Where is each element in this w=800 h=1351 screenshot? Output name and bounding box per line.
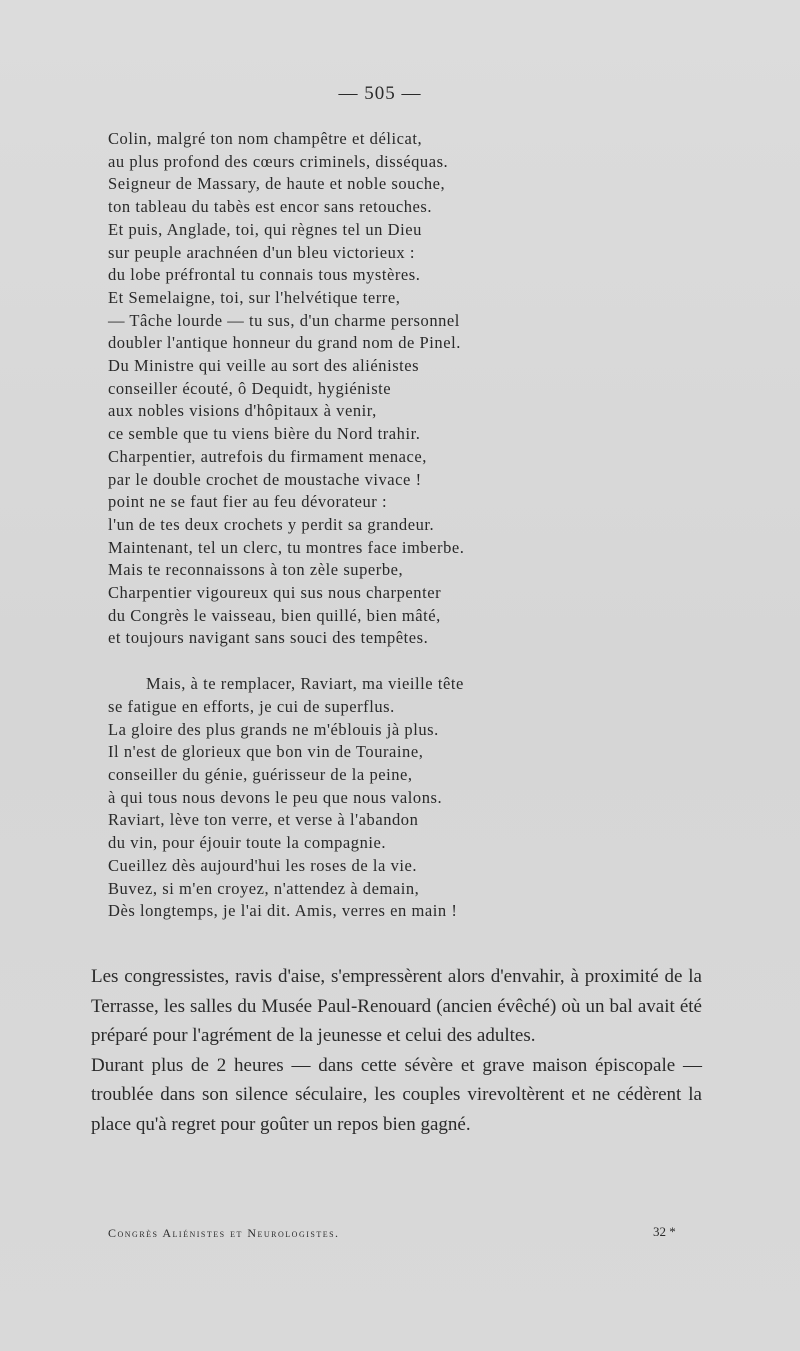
poem-line: Dès longtemps, je l'ai dit. Amis, verres en main ! xyxy=(108,901,458,921)
poem-line: Raviart, lève ton verre, et verse à l'abandon xyxy=(108,810,419,830)
poem-line: Du Ministre qui veille au sort des aliénistes xyxy=(108,356,420,376)
poem-line: Colin, malgré ton nom champêtre et délicat, xyxy=(108,129,423,148)
poem-line: du vin, pour éjouir toute la compagnie. xyxy=(108,833,387,853)
poem-stanza-1 xyxy=(108,128,628,650)
poem-line: Mais, à te remplacer, Raviart, ma vieille tête xyxy=(146,674,464,694)
prose-body xyxy=(91,962,702,1140)
poem-line: Maintenant, tel un clerc, tu montres face imberbe. xyxy=(108,537,465,557)
footer-sheet-mark: 32 * xyxy=(653,1224,676,1239)
page-number: — 505 — xyxy=(338,83,422,104)
poem-line: conseiller écouté, ô Dequidt, hygiéniste xyxy=(108,378,392,398)
poem-line: Il n'est de glorieux que bon vin de Touraine, xyxy=(108,742,424,762)
poem-line: Buvez, si m'en croyez, n'attendez à demain, xyxy=(108,878,420,898)
poem-line: sur peuple arachnéen d'un bleu victorieux : xyxy=(108,242,416,262)
poem-line: par le double crochet de moustache vivace ! xyxy=(108,469,422,489)
poem-line: Et Semelaigne, toi, sur l'helvétique terre, xyxy=(108,287,401,307)
poem-line: La gloire des plus grands ne m'éblouis jà plus. xyxy=(108,719,439,739)
poem-line: — Tâche lourde — tu sus, d'un charme personnel xyxy=(108,310,460,330)
poem-line: Seigneur de Massary, de haute et noble souche, xyxy=(108,174,446,194)
poem-line: Charpentier vigoureux qui sus nous charpenter xyxy=(108,583,442,603)
poem-line: du lobe préfrontal tu connais tous mystères. xyxy=(108,265,421,285)
poem-line: conseiller du génie, guérisseur de la peine, xyxy=(108,764,413,784)
poem-line: point ne se faut fier au feu dévorateur : xyxy=(108,492,388,512)
stanza-divider xyxy=(108,650,628,673)
poem-line: ton tableau du tabès est encor sans retouches. xyxy=(108,197,433,217)
paragraph: Les congressistes, ravis d'aise, s'empressèrent alors d'envahir, à proximité de la Terrasse, les salles du Musée Paul-Renouard (ancien évêché) où un bal avait été préparé pour l'agrément de la jeunesse et celui des adultes. xyxy=(91,966,702,1047)
poem-line: doubler l'antique honneur du grand nom de Pinel. xyxy=(108,333,461,353)
poem-line: Mais te reconnaissons à ton zèle superbe, xyxy=(108,560,404,580)
poem-line: à qui tous nous devons le peu que nous valons. xyxy=(108,787,443,807)
paragraph: Durant plus de 2 heures — dans cette sévère et grave maison épiscopale — troublée dans son silence séculaire, les couples virevoltèrent et ne cédèrent la place qu'à regret pour goûter un repos bien gagné. xyxy=(91,1054,702,1135)
poem-stanza-2 xyxy=(108,673,628,923)
poem-line: Charpentier, autrefois du firmament menace, xyxy=(108,446,427,466)
poem-line: Et puis, Anglade, toi, qui règnes tel un Dieu xyxy=(108,219,422,239)
poem-line: se fatigue en efforts, je cui de superflus. xyxy=(108,696,395,716)
poem-line: ce semble que tu viens bière du Nord trahir. xyxy=(108,424,421,444)
poem-line: Cueillez dès aujourd'hui les roses de la vie. xyxy=(108,855,418,875)
poem-line: aux nobles visions d'hôpitaux à venir, xyxy=(108,401,377,421)
footer-signature: Congrès Aliénistes et Neurologistes. xyxy=(108,1226,340,1240)
poem xyxy=(108,128,628,923)
poem-line: l'un de tes deux crochets y perdit sa grandeur. xyxy=(108,514,435,534)
poem-line: du Congrès le vaisseau, bien quillé, bien mâté, xyxy=(108,605,441,625)
poem-line: au plus profond des cœurs criminels, disséquas. xyxy=(108,151,449,171)
poem-line: et toujours navigant sans souci des tempêtes. xyxy=(108,628,429,648)
